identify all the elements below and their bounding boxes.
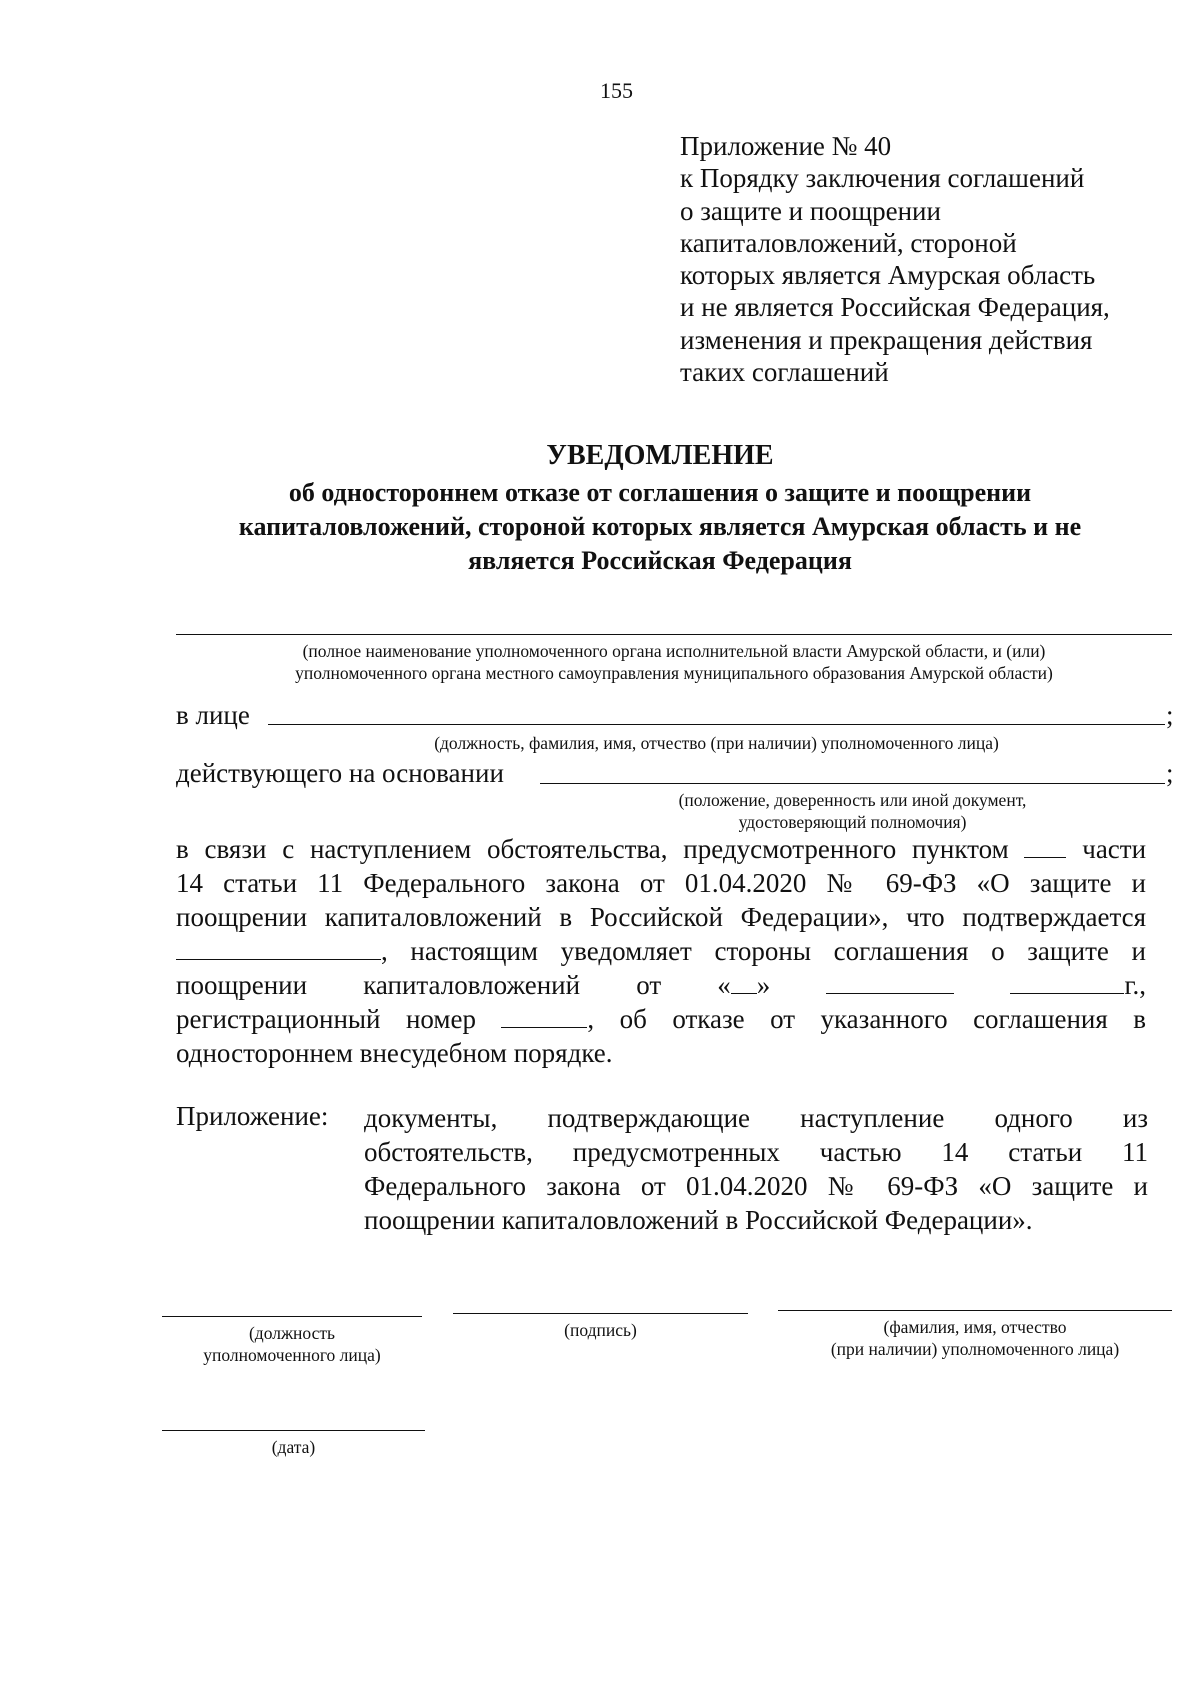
body-text: капиталовложений xyxy=(363,970,581,1000)
clause-blank xyxy=(1024,837,1066,858)
name-caption xyxy=(778,1316,1172,1360)
body-text: , настоящим уведомляет стороны соглашения о защите и xyxy=(381,936,1146,966)
person-end: ; xyxy=(1166,700,1174,730)
body-line: поощрении капиталовложений в Российской Федерации», что подтверждается xyxy=(176,902,1146,932)
body-line: 14 статьи 11 Федерального закона от 01.04.2020 № 69-ФЗ «О защите и xyxy=(176,868,1146,898)
appendix-line: которых является Амурская область xyxy=(680,260,1096,291)
document-title: УВЕДОМЛЕНИЕ xyxy=(546,440,774,471)
caption-line: удостоверяющий полномочия) xyxy=(738,812,967,832)
body-line xyxy=(176,968,1146,1002)
quote-open: « xyxy=(717,970,731,1000)
reg-number-blank xyxy=(501,1007,587,1028)
org-name-caption xyxy=(176,640,1172,684)
appendix-line: и не является Российская Федерация, xyxy=(680,292,1110,323)
month-blank xyxy=(826,973,954,994)
caption-line: (положение, доверенность или иной документ, xyxy=(678,790,1027,810)
caption-line: уполномоченного органа местного самоуправления муниципального образования Амурской области) xyxy=(295,663,1053,683)
notice-paragraph xyxy=(176,832,1146,1070)
person-label: в лице xyxy=(176,700,250,730)
body-text: от xyxy=(636,970,662,1000)
appendix-line: к Порядку заключения соглашений xyxy=(680,163,1085,194)
page-number: 155 xyxy=(600,78,633,103)
basis-label: действующего на основании xyxy=(176,758,504,788)
body-text: , об отказе от указанного соглашения в xyxy=(587,1004,1147,1034)
person-caption: (должность, фамилия, имя, отчество (при наличии) уполномоченного лица) xyxy=(434,733,999,753)
attachment-line: документы, подтверждающие наступление одного из xyxy=(364,1103,1148,1133)
body-text: в связи с наступлением обстоятельства, предусмотренного пунктом xyxy=(176,834,1009,864)
attachment-line: Федерального закона от 01.04.2020 № 69-ФЗ «О защите и xyxy=(364,1171,1148,1201)
appendix-reference xyxy=(680,130,1160,388)
attachment-line: обстоятельств, предусмотренных частью 14 статьи 11 xyxy=(364,1137,1148,1167)
org-name-line xyxy=(176,634,1172,635)
reg-number-group xyxy=(501,1004,1146,1034)
attachment-text xyxy=(364,1101,1148,1237)
name-signature-line xyxy=(778,1310,1172,1311)
date-day xyxy=(717,970,770,1000)
date-year xyxy=(1010,970,1146,1000)
year-blank xyxy=(1010,973,1124,994)
signature-line xyxy=(453,1313,748,1314)
appendix-line: Приложение № 40 xyxy=(680,131,892,161)
body-text: части xyxy=(1082,834,1147,864)
body-line: одностороннем внесудебном порядке. xyxy=(176,1038,613,1068)
appendix-line: о защите и поощрении xyxy=(680,195,941,226)
date-caption: (дата) xyxy=(271,1437,316,1457)
body-text: регистрационный номер xyxy=(176,1004,476,1034)
document-blank xyxy=(176,939,381,960)
document-subtitle xyxy=(160,476,1160,578)
appendix-line: таких соглашений xyxy=(680,357,889,388)
date-signature-line xyxy=(162,1430,425,1431)
subtitle-line: об одностороннем отказе от соглашения о защите и поощрении xyxy=(288,478,1032,507)
day-blank xyxy=(731,973,757,994)
quote-close: » xyxy=(756,970,771,1000)
attachment-label: Приложение: xyxy=(176,1101,329,1131)
caption-line: уполномоченного лица) xyxy=(203,1345,381,1365)
body-line xyxy=(176,934,1146,968)
subtitle-line: капиталовложений, стороной которых является Амурская область и не xyxy=(238,512,1082,541)
attachment-line: поощрении капиталовложений в Российской Федерации». xyxy=(364,1205,1033,1235)
basis-caption xyxy=(540,789,1165,833)
caption-line: (должность xyxy=(248,1323,336,1343)
position-caption xyxy=(162,1322,422,1366)
appendix-line: изменения и прекращения действия xyxy=(680,324,1093,355)
subtitle-line: является Российская Федерация xyxy=(468,546,852,575)
caption-line: (полное наименование уполномоченного органа исполнительной власти Амурской области, и (или) xyxy=(302,641,1046,661)
body-line xyxy=(176,1002,1146,1036)
caption-line: (при наличии) уполномоченного лица) xyxy=(830,1339,1120,1359)
body-text: поощрении xyxy=(176,970,308,1000)
basis-line xyxy=(540,783,1165,784)
person-line xyxy=(268,724,1165,725)
body-text: г., xyxy=(1124,970,1146,1000)
signature-caption: (подпись) xyxy=(564,1320,637,1340)
caption-line: (фамилия, имя, отчество xyxy=(883,1317,1067,1337)
body-line xyxy=(176,832,1146,866)
basis-end: ; xyxy=(1166,758,1174,788)
appendix-line: капиталовложений, стороной xyxy=(680,227,1017,258)
position-signature-line xyxy=(162,1316,422,1317)
